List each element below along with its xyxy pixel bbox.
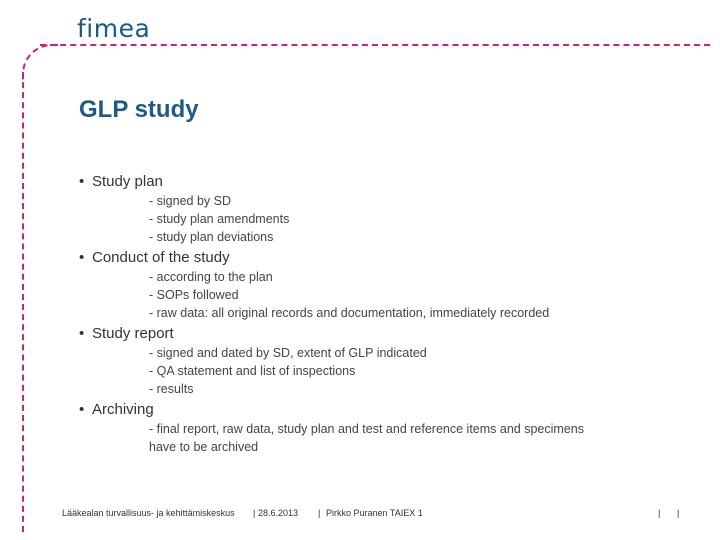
bullet-study-plan: • Study plan	[79, 173, 163, 190]
footer-separator: |	[318, 508, 321, 518]
sub-item: - study plan deviations	[149, 230, 274, 244]
sub-item: - results	[149, 382, 194, 396]
footer-org: Lääkealan turvallisuus- ja kehittämiskeskus	[62, 508, 235, 518]
sub-item: - study plan amendments	[149, 212, 290, 226]
footer-author: Pirkko Puranen TAIEX 1	[326, 508, 423, 518]
bullet-list	[79, 172, 679, 458]
sub-item: - according to the plan	[149, 270, 273, 284]
sub-item: have to be archived	[149, 440, 259, 454]
sub-item: - raw data: all original records and documentation, immediately recorded	[149, 306, 550, 320]
bullet-study-report: • Study report	[79, 325, 174, 342]
footer-date: 28.6.2013	[258, 508, 299, 518]
footer-separator: |	[253, 508, 256, 518]
footer-separator: |	[677, 508, 680, 518]
sub-item: - signed and dated by SD, extent of GLP indicated	[149, 346, 427, 360]
sub-item: - SOPs followed	[149, 288, 239, 302]
bullet-conduct: • Conduct of the study	[79, 249, 230, 266]
sub-item: - final report, raw data, study plan and test and reference items and specimens	[149, 422, 584, 436]
decorative-dashed-line-top	[40, 44, 710, 46]
sub-item: - signed by SD	[149, 194, 231, 208]
sub-item: - QA statement and list of inspections	[149, 364, 356, 378]
footer-separator: |	[658, 508, 661, 518]
decorative-dashed-line-left	[22, 72, 24, 532]
decorative-dashed-corner	[22, 44, 64, 86]
fimea-logo: fimea	[77, 14, 151, 43]
slide-title: GLP study	[79, 96, 199, 123]
bullet-archiving: • Archiving	[79, 401, 154, 418]
